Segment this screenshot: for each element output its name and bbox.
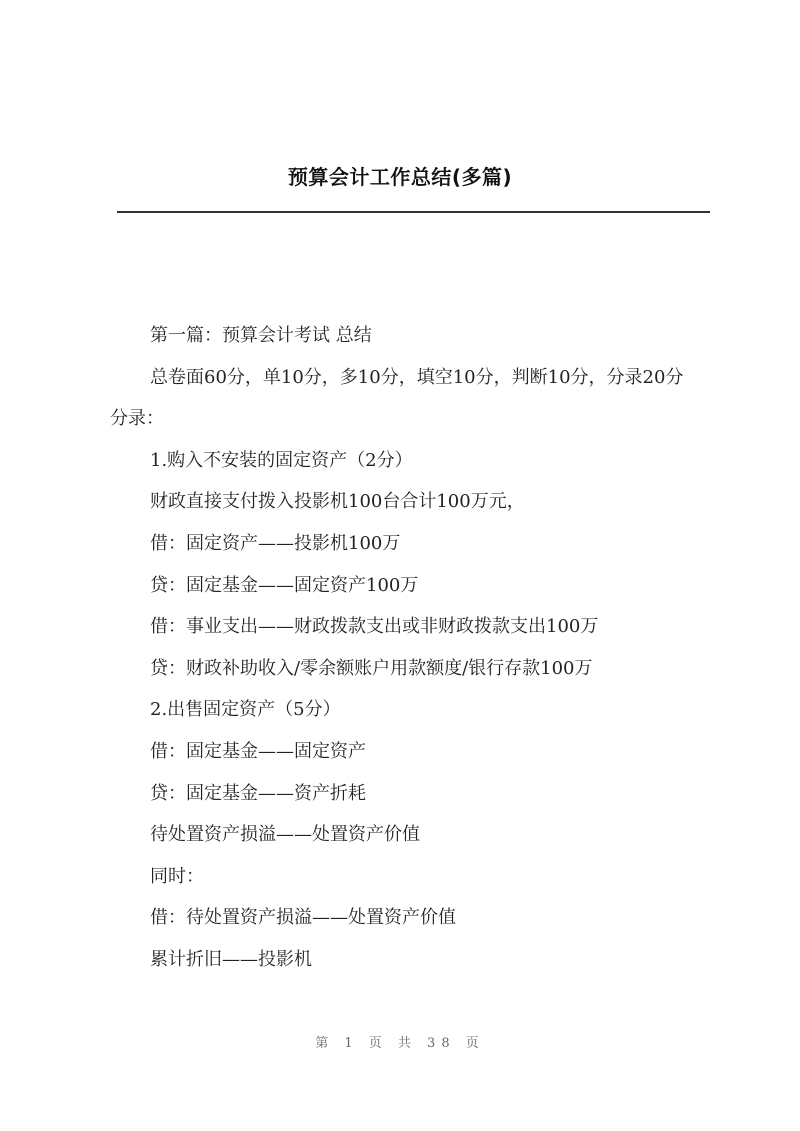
paragraph: 财政直接支付拨入投影机100台合计100万元， (150, 491, 525, 513)
paragraph: 贷：固定基金——固定资产100万 (150, 574, 419, 596)
page-number-footer: 第 1 页 共 38 页 (315, 1036, 485, 1051)
paragraph: 贷：固定基金——资产折耗 (150, 782, 366, 804)
paragraph: 借：固定基金——固定资产 (150, 740, 366, 762)
paragraph: 待处置资产损溢——处置资产价值 (150, 824, 420, 846)
paragraph: 第一篇：预算会计考试 总结 (150, 325, 372, 346)
paragraph: 借：事业支出——财政拨款支出或非财政拨款支出100万 (150, 616, 599, 638)
paragraph: 1.购入不安装的固定资产（2分） (150, 449, 413, 471)
paragraph: 2.出售固定资产（5分） (150, 699, 341, 721)
paragraph: 借：固定资产——投影机100万 (150, 532, 401, 554)
document-body (110, 315, 695, 981)
paragraph: 累计折旧——投影机 (150, 948, 312, 970)
document-title: 预算会计工作总结(多篇) (287, 165, 513, 189)
paragraph: 贷：财政补助收入/零余额账户用款额度/银行存款100万 (150, 657, 593, 679)
title-divider (117, 211, 710, 213)
paragraph: 同时： (150, 865, 204, 887)
paragraph: 总卷面60分，单10分，多10分，填空10分，判断10分，分录20分 分录： (110, 366, 684, 430)
paragraph: 借：待处置资产损溢——处置资产价值 (150, 907, 456, 929)
